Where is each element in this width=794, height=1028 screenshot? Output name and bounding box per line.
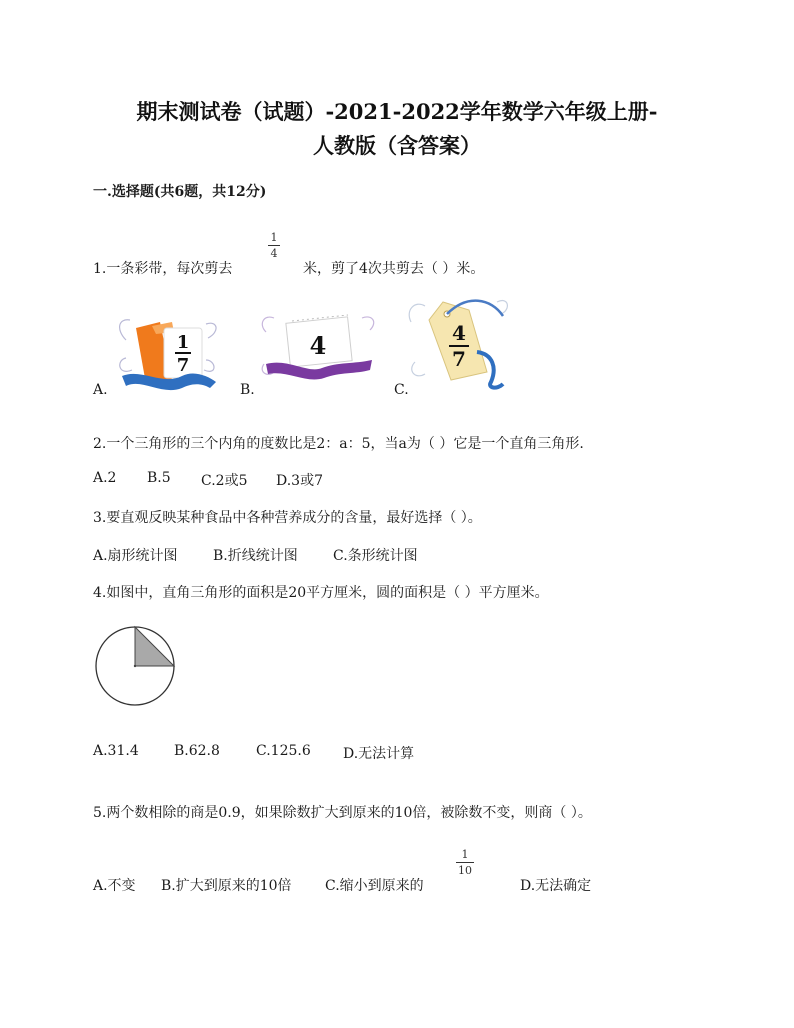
q2-option-c: C.2或5	[201, 473, 248, 489]
q1-fraction-bar	[268, 245, 280, 246]
q3-option-b: B.折线统计图	[213, 548, 298, 564]
q2-option-a: A.2	[93, 470, 117, 486]
q1-text-before: 1.一条彩带，每次剪去	[93, 261, 233, 277]
q4-option-c: C.125.6	[256, 743, 311, 759]
q4-text: 4.如图中，直角三角形的面积是20平方厘米，圆的面积是（ ）平方厘米。	[93, 585, 549, 601]
q1-fraction	[268, 231, 280, 260]
q5-fraction-denominator: 10	[458, 864, 472, 877]
q4-option-a: A.31.4	[93, 743, 139, 759]
q2-option-d: D.3或7	[276, 473, 323, 489]
page-title-line-2: 人教版（含答案）	[313, 133, 481, 158]
q4-option-d: D.无法计算	[343, 746, 415, 762]
page-title-line-1: 期末测试卷（试题）-2021-2022学年数学六年级上册-	[136, 99, 658, 124]
q2-text: 2.一个三角形的三个内角的度数比是2：a：5，当a为（ ）它是一个直角三角形.	[93, 436, 584, 452]
q5-option-a: A.不变	[93, 878, 136, 894]
q5-text: 5.两个数相除的商是0.9，如果除数扩大到原来的10倍，被除数不变，则商（ ）。	[93, 805, 592, 821]
q1-fraction-denominator: 4	[270, 247, 278, 260]
q1-b-value: 4	[309, 331, 327, 360]
q1-text-after: 米，剪了4次共剪去（ ）米。	[303, 261, 485, 277]
q5-fraction-bar	[456, 862, 474, 863]
q3-text: 3.要直观反映某种食品中各种营养成分的含量，最好选择（ ）。	[93, 510, 482, 526]
section-heading: 一.选择题(共6题，共12分)	[93, 184, 267, 200]
q1-option-c-letter: C.	[394, 382, 409, 398]
q1-a-fraction-numerator: 1	[176, 332, 190, 353]
q1-a-fraction-denominator: 7	[176, 355, 190, 376]
q1-option-a-letter: A.	[93, 382, 108, 398]
q5-option-b: B.扩大到原来的10倍	[161, 878, 292, 894]
q5-option-d: D.无法确定	[520, 878, 592, 894]
q4-circle-figure	[94, 624, 180, 710]
q1-option-b-card-image	[258, 312, 378, 384]
q4-option-b: B.62.8	[174, 743, 220, 759]
q3-option-c: C.条形统计图	[333, 548, 418, 564]
q1-fraction-numerator: 1	[270, 231, 278, 244]
q4-center-point	[134, 665, 136, 667]
q1-option-c-tag-image	[407, 292, 511, 392]
q5-option-c: C.缩小到原来的	[325, 878, 424, 894]
q1-option-a-tag-image	[112, 310, 222, 396]
q5-fraction-numerator: 1	[461, 848, 469, 861]
q1-c-fraction-denominator: 7	[452, 347, 466, 371]
q3-option-a: A.扇形统计图	[93, 548, 178, 564]
q2-option-b: B.5	[147, 470, 171, 486]
q1-c-fraction-numerator: 4	[452, 321, 466, 345]
q5-fraction	[456, 848, 474, 877]
q1-option-b-letter: B.	[240, 382, 255, 398]
